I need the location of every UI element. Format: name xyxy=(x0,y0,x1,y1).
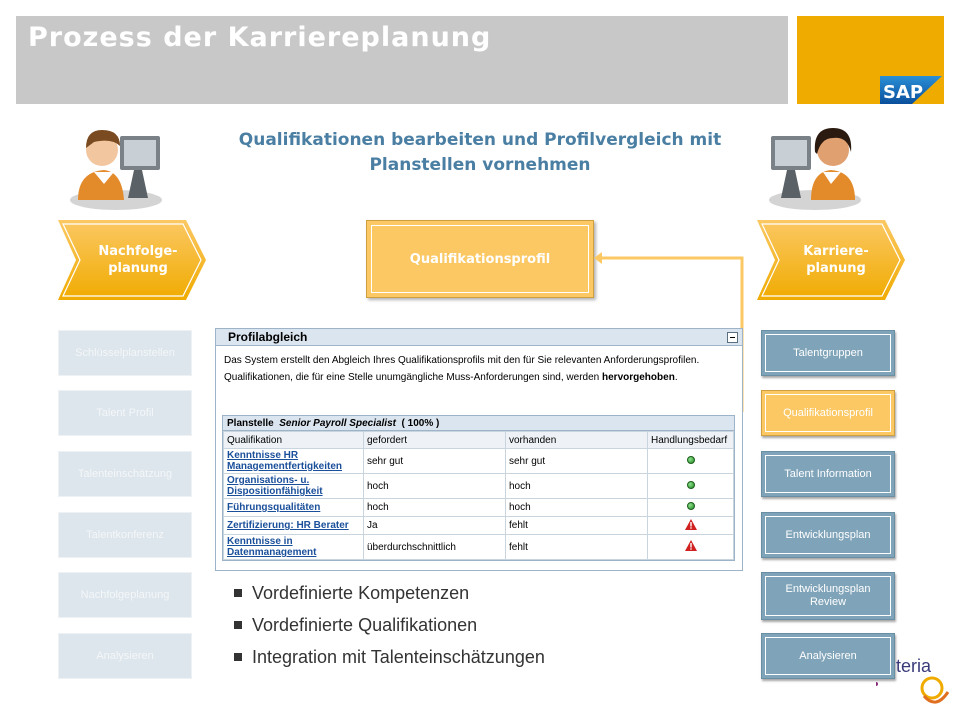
qualifikationsprofil-box xyxy=(366,220,594,298)
bullet-item: Vordefinierte Qualifikationen xyxy=(234,612,545,644)
right-item-entwicklungsplan-review[interactable]: Entwicklungsplan Review xyxy=(761,572,895,620)
required-value: hoch xyxy=(364,499,506,517)
qualification-link[interactable]: Organisations- u. Dispositionfähigkeit xyxy=(224,474,364,499)
left-item-analysieren[interactable]: Analysieren xyxy=(58,633,192,679)
right-item-entwicklungsplan[interactable]: Entwicklungsplan xyxy=(761,512,895,558)
action-status xyxy=(648,517,734,535)
action-status xyxy=(648,474,734,499)
svg-text:teria: teria xyxy=(896,656,932,676)
col-gefordert[interactable]: gefordert xyxy=(364,432,506,449)
page-title: Prozess der Karriereplanung xyxy=(28,22,492,53)
table-row xyxy=(224,474,734,499)
subtitle: Qualifikationen bearbeiten und Profilvergleich mit Planstellen vornehmen xyxy=(238,130,722,175)
right-item-talent-information[interactable]: Talent Information xyxy=(761,451,895,497)
available-value: hoch xyxy=(506,474,648,499)
qualification-link[interactable]: Kenntnisse HR Managementfertigkeiten xyxy=(224,449,364,474)
col-qualifikation[interactable]: Qualifikation xyxy=(224,432,364,449)
svg-text:SAP: SAP xyxy=(883,82,924,103)
status-ok-icon xyxy=(687,456,695,464)
available-value: sehr gut xyxy=(506,449,648,474)
warning-icon xyxy=(685,519,697,530)
qualifikationsprofil-label: Qualifikationsprofil xyxy=(371,225,589,293)
left-item-schluesselplanstellen[interactable]: Schlüsselplanstellen xyxy=(58,330,192,376)
available-value: fehlt xyxy=(506,535,648,560)
title-bar xyxy=(16,16,788,104)
bullet-item: Vordefinierte Kompetenzen xyxy=(234,580,545,612)
right-item-qualifikationsprofil[interactable]: Qualifikationsprofil xyxy=(761,390,895,436)
required-value: hoch xyxy=(364,474,506,499)
collapse-icon[interactable] xyxy=(727,332,738,343)
user-at-computer-icon xyxy=(767,114,867,214)
feature-bullets xyxy=(234,580,545,676)
status-ok-icon xyxy=(687,481,695,489)
left-item-nachfolgeplanung[interactable]: Nachfolgeplanung xyxy=(58,572,192,618)
left-item-talenteinschaetzung[interactable]: Talenteinschätzung xyxy=(58,451,192,497)
right-item-analysieren[interactable]: Analysieren xyxy=(761,633,895,679)
panel-title: Profilabgleich xyxy=(228,330,308,344)
col-vorhanden[interactable]: vorhanden xyxy=(506,432,648,449)
partner-logo xyxy=(876,652,960,712)
available-value: hoch xyxy=(506,499,648,517)
user-at-computer-icon xyxy=(64,114,164,214)
table-row xyxy=(224,517,734,535)
table-row xyxy=(224,499,734,517)
required-value: Ja xyxy=(364,517,506,535)
qualification-table xyxy=(223,431,734,560)
qualification-link[interactable]: Führungsqualitäten xyxy=(224,499,364,517)
table-row xyxy=(224,535,734,560)
required-value: überdurchschnittlich xyxy=(364,535,506,560)
profilabgleich-panel xyxy=(215,328,743,571)
bullet-item: Integration mit Talenteinschätzungen xyxy=(234,644,545,676)
left-item-talentkonferenz[interactable]: Talentkonferenz xyxy=(58,512,192,558)
action-status xyxy=(648,535,734,560)
action-status xyxy=(648,449,734,474)
right-item-talentgruppen[interactable]: Talentgruppen xyxy=(761,330,895,376)
action-status xyxy=(648,499,734,517)
warning-icon xyxy=(685,540,697,551)
planstelle-header: Planstelle Senior Payroll Specialist ( 100% ) xyxy=(223,416,734,431)
col-handlungsbedarf[interactable]: Handlungsbedarf xyxy=(648,432,734,449)
qualification-link[interactable]: Kenntnisse in Datenmanagement xyxy=(224,535,364,560)
panel-header xyxy=(216,329,742,346)
required-value: sehr gut xyxy=(364,449,506,474)
left-item-talent-profil[interactable]: Talent Profil xyxy=(58,390,192,436)
status-ok-icon xyxy=(687,502,695,510)
arrow-label-karriereplanung: Karriere- planung xyxy=(803,244,869,276)
table-row xyxy=(224,449,734,474)
qualification-link[interactable]: Zertifizierung: HR Berater xyxy=(224,517,364,535)
available-value: fehlt xyxy=(506,517,648,535)
sap-logo xyxy=(880,76,942,104)
panel-description: Das System erstellt den Abgleich Ihres Qualifikationsprofils mit den für Sie relevanten Anforderungsprofilen. Qualifikationen, die für eine Stelle unumgängliche Muss-Anforderungen sind, werden hervorgehoben. xyxy=(224,355,700,383)
planstelle-table xyxy=(222,415,735,561)
arrow-label-nachfolgeplanung: Nachfolge- planung xyxy=(98,244,178,276)
